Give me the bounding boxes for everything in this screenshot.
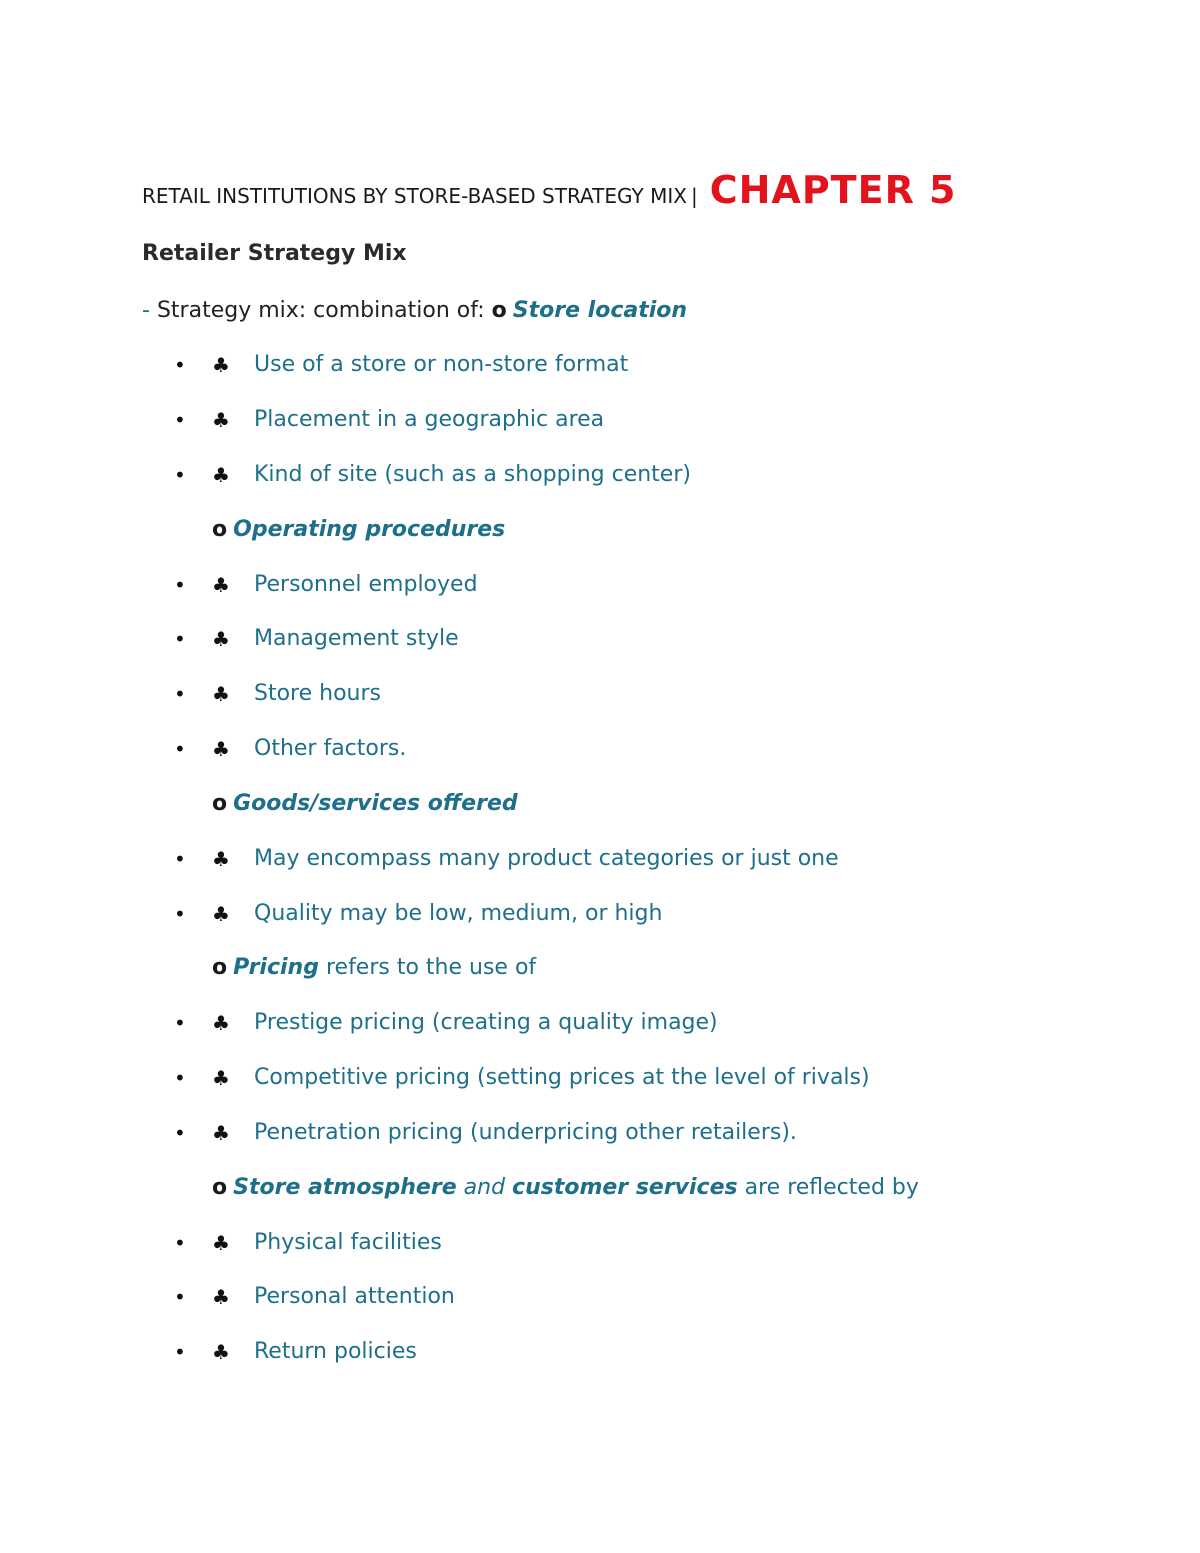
club-icon: ♣ — [212, 1066, 230, 1090]
list-item-text: Placement in a geographic area — [254, 407, 605, 432]
subsection-goods — [212, 789, 518, 819]
club-icon: ♣ — [212, 847, 230, 871]
subsection-operating — [212, 515, 505, 545]
title-separator: | — [690, 184, 698, 208]
club-icon: ♣ — [212, 682, 230, 706]
club-icon: ♣ — [212, 737, 230, 761]
list-item-text: May encompass many product categories or just one — [254, 846, 839, 871]
section-heading: Retailer Strategy Mix — [142, 241, 407, 266]
club-icon: ♣ — [212, 627, 230, 651]
store-location-key: Store location — [512, 298, 688, 323]
o-marker: o — [212, 955, 228, 980]
goods-key: Goods/services offered — [233, 791, 518, 816]
list-item-text: Use of a store or non-store format — [254, 352, 629, 377]
bullet-dot-icon: • — [174, 1066, 186, 1090]
bullet-dot-icon: • — [174, 1121, 186, 1145]
bullet-dot-icon: • — [174, 847, 186, 871]
services-key: customer services — [512, 1175, 738, 1200]
bullet-dot-icon: • — [174, 573, 186, 597]
list-item-text: Other factors. — [254, 736, 407, 761]
list-item-text: Store hours — [254, 681, 381, 706]
bullet-dot-icon: • — [174, 737, 186, 761]
bullet-dot-icon: • — [174, 1231, 186, 1255]
atmosphere-key: Store atmosphere — [233, 1175, 457, 1200]
subsection-atmosphere — [212, 1173, 919, 1203]
list-item-text: Personal attention — [254, 1284, 455, 1309]
o-marker: o — [212, 791, 228, 816]
club-icon: ♣ — [212, 353, 230, 377]
list-item-text: Prestige pricing (creating a quality image) — [254, 1010, 718, 1035]
bullet-dot-icon: • — [174, 682, 186, 706]
intro-text: Strategy mix: combination of: — [156, 298, 485, 323]
bullet-dot-icon: • — [174, 902, 186, 926]
club-icon: ♣ — [212, 1340, 230, 1364]
bullet-dot-icon: • — [174, 627, 186, 651]
bullet-dot-icon: • — [174, 1340, 186, 1364]
club-icon: ♣ — [212, 573, 230, 597]
club-icon: ♣ — [212, 1231, 230, 1255]
pricing-rest: refers to the use of — [325, 955, 537, 980]
club-icon: ♣ — [212, 408, 230, 432]
o-marker: o — [491, 298, 507, 323]
list-item-text: Quality may be low, medium, or high — [254, 901, 663, 926]
list-item-text: Personnel employed — [254, 572, 478, 597]
club-icon: ♣ — [212, 1121, 230, 1145]
dash-marker: - — [142, 298, 150, 323]
bullet-dot-icon: • — [174, 408, 186, 432]
bullet-dot-icon: • — [174, 353, 186, 377]
list-item-text: Return policies — [254, 1339, 417, 1364]
club-icon: ♣ — [212, 1011, 230, 1035]
bullet-dot-icon: • — [174, 1285, 186, 1309]
intro-line — [142, 296, 687, 326]
bullet-dot-icon: • — [174, 1011, 186, 1035]
atmosphere-rest: are reflected by — [744, 1175, 919, 1200]
subsection-pricing — [212, 953, 536, 983]
operating-key: Operating procedures — [233, 517, 506, 542]
bullet-dot-icon: • — [174, 463, 186, 487]
document-title — [142, 168, 957, 212]
list-item-text: Management style — [254, 626, 459, 651]
list-item-text: Physical facilities — [254, 1230, 442, 1255]
list-item-text: Competitive pricing (setting prices at the level of rivals) — [254, 1065, 870, 1090]
title-text: RETAIL INSTITUTIONS BY STORE-BASED STRATEGY MIX — [142, 184, 687, 208]
chapter-label: CHAPTER 5 — [709, 168, 957, 212]
pricing-key: Pricing — [233, 955, 319, 980]
o-marker: o — [212, 517, 228, 542]
club-icon: ♣ — [212, 463, 230, 487]
list-item-text: Kind of site (such as a shopping center) — [254, 462, 691, 487]
atmosphere-conj: and — [463, 1175, 506, 1200]
list-item-text: Penetration pricing (underpricing other retailers). — [254, 1120, 797, 1145]
club-icon: ♣ — [212, 1285, 230, 1309]
club-icon: ♣ — [212, 902, 230, 926]
o-marker: o — [212, 1175, 228, 1200]
